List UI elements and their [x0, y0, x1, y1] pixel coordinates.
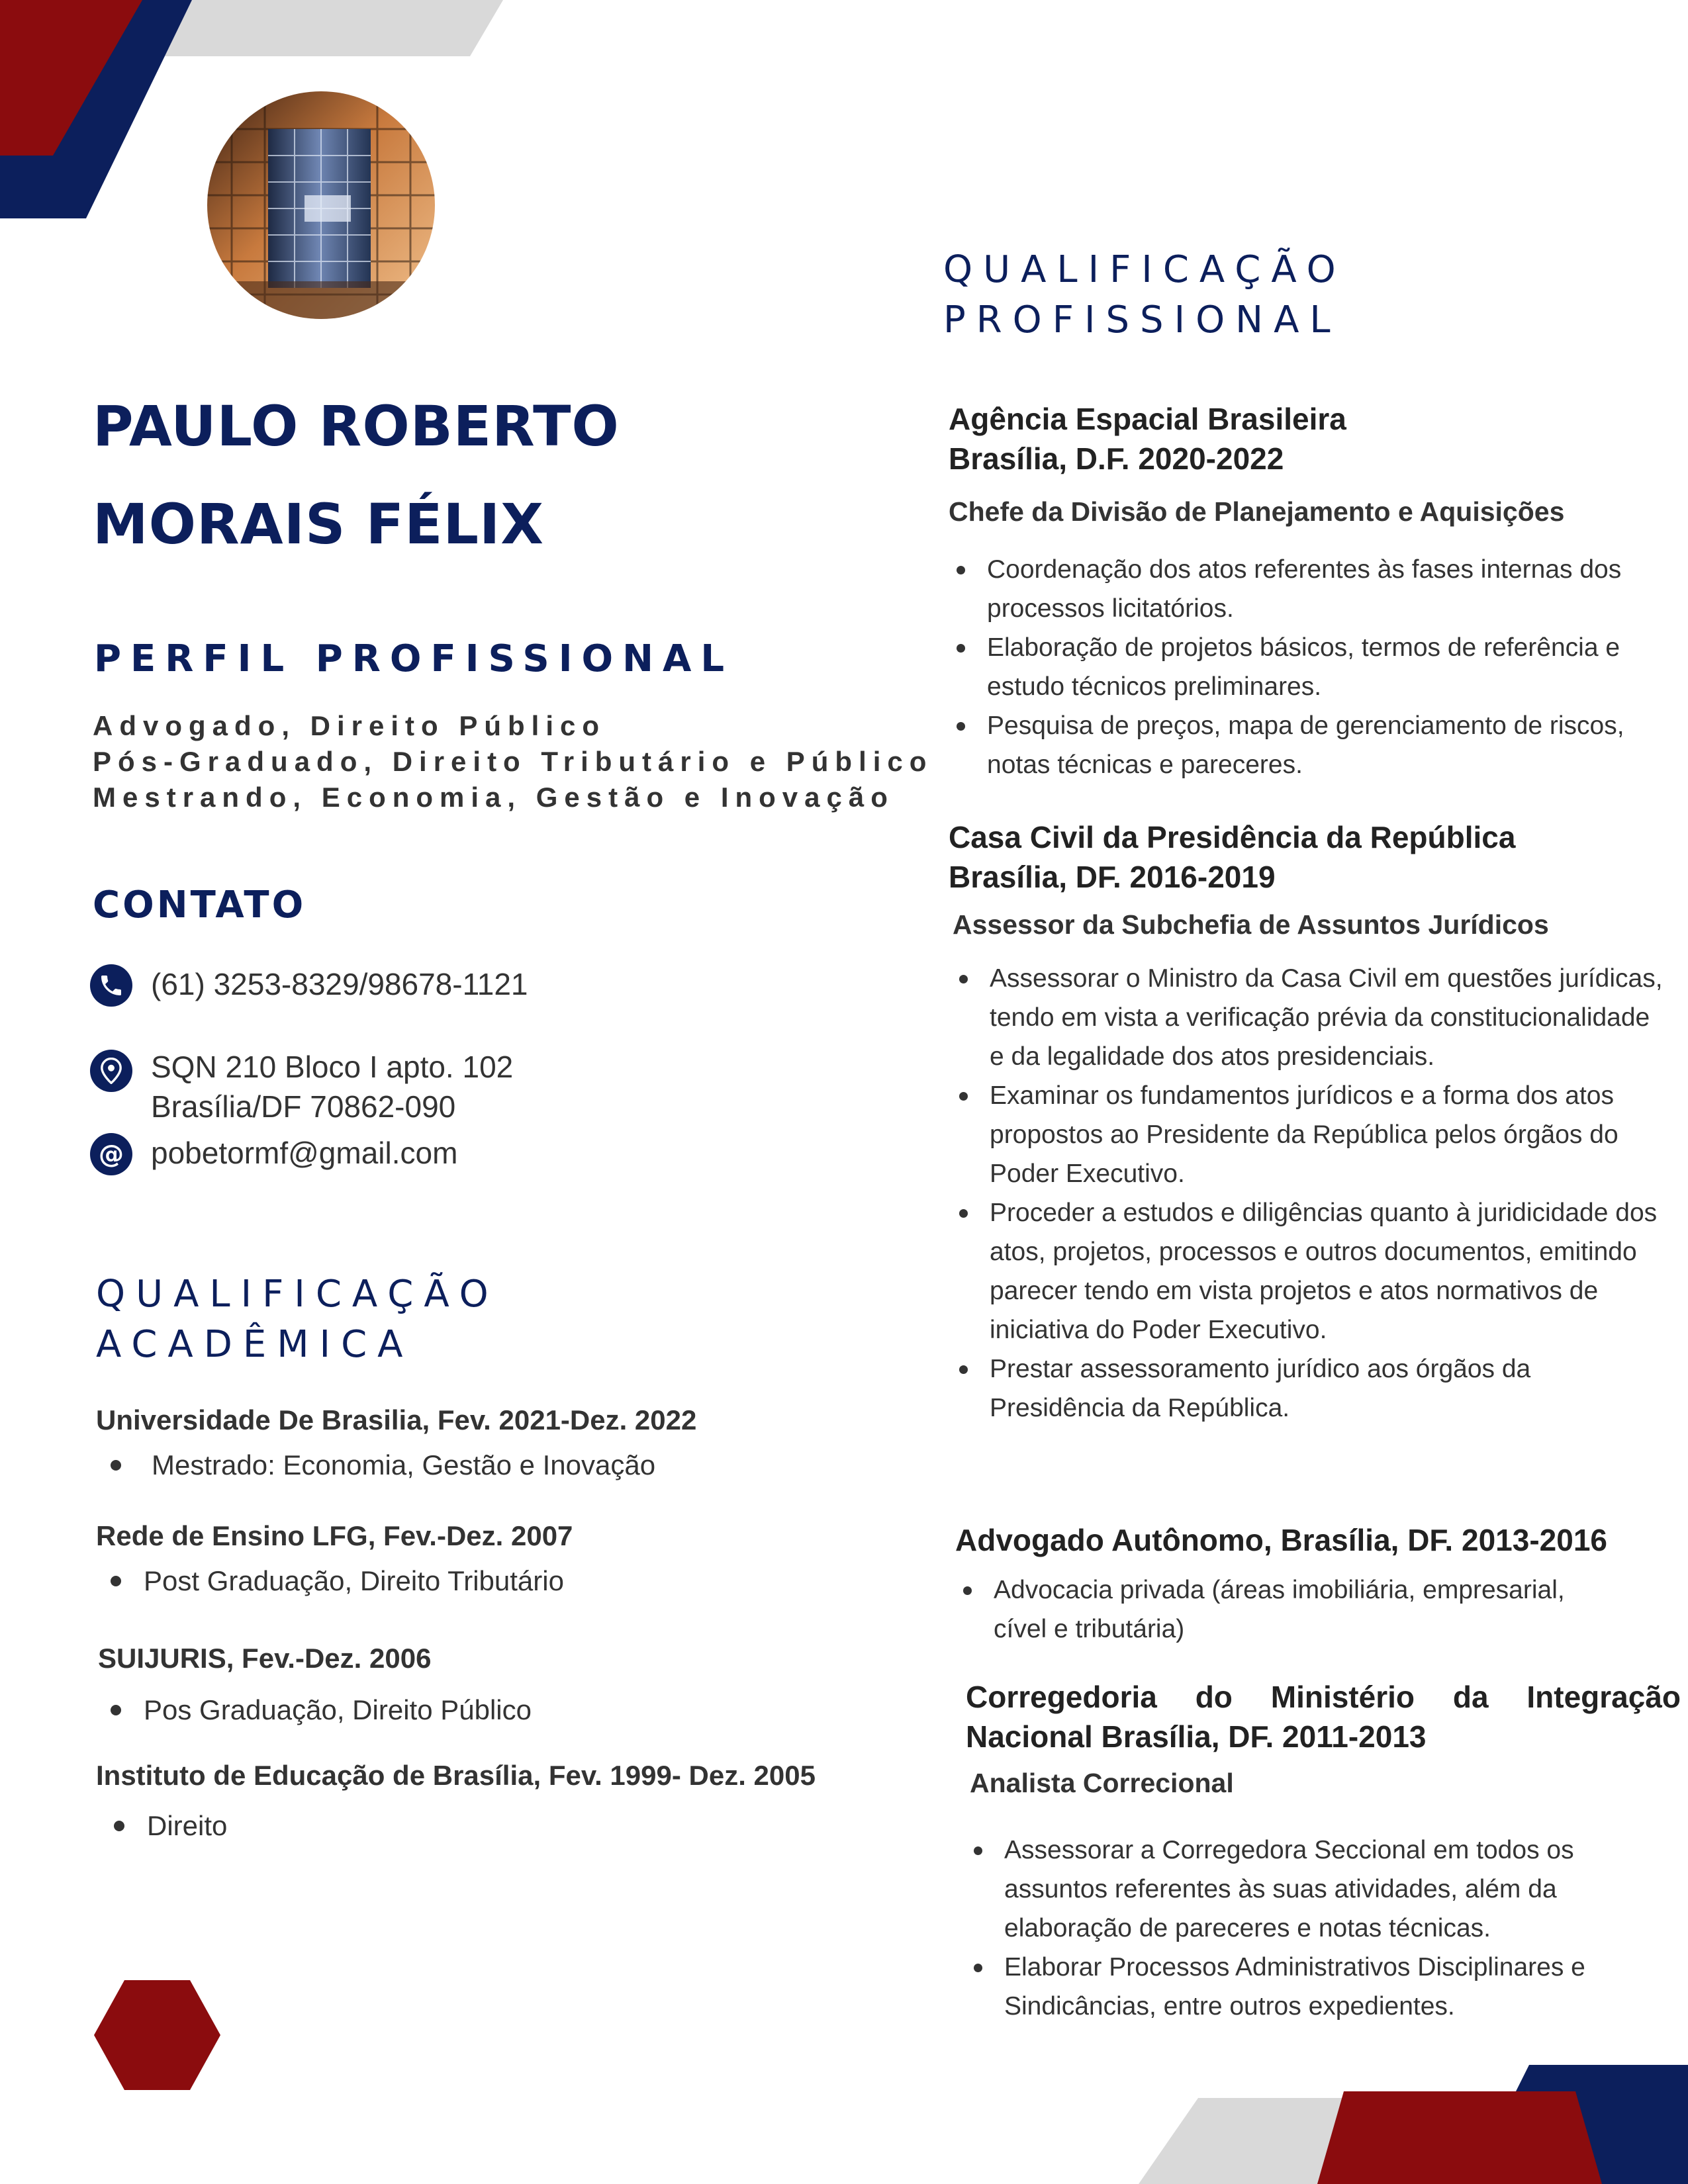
degree: Mestrado: Economia, Gestão e Inovação — [152, 1449, 656, 1480]
academic-title — [96, 1269, 499, 1370]
duty-item: Proceder a estudos e diligências quanto à juridicidade dos atos, projetos, processos e outros documentos, emitindo parecer tendo em vista projetos e atos normativos de iniciativa do Poder Executivo. — [951, 1193, 1670, 1349]
full-name — [93, 377, 887, 573]
job-entry — [966, 1677, 1681, 2026]
job-organization: Corregedoria do Ministério da Integração — [966, 1680, 1681, 1714]
institution: Instituto de Educação de Brasília, Fev. 1999- Dez. 2005 — [96, 1760, 816, 1791]
duty-item: Advocacia privada (áreas imobiliária, empresarial, cível e tributária) — [955, 1570, 1617, 1649]
job-organization: Advogado Autônomo, Brasília, DF. 2013-2016 — [955, 1523, 1607, 1557]
profile-line: Advogado, Direito Público — [93, 710, 606, 741]
name-line-2: MORAIS FÉLIX — [93, 492, 544, 557]
duty-item: Prestar assessoramento jurídico aos órgãos da Presidência da República. — [951, 1349, 1670, 1428]
academic-entry — [96, 1518, 573, 1600]
profile-lines — [93, 708, 933, 815]
degree-item — [114, 1807, 816, 1844]
institution: SUIJURIS, Fev.-Dez. 2006 — [98, 1643, 432, 1674]
duty-item: Assessorar o Ministro da Casa Civil em questões jurídicas, tendo em vista a verificação prévia da constitucionalidade e da legalidade dos atos presidenciais. — [951, 959, 1670, 1076]
phone-number[interactable]: (61) 3253-8329/98678-1121 — [151, 967, 528, 1001]
bullet — [111, 1460, 121, 1471]
job-organization: Agência Espacial Brasileira — [949, 402, 1346, 436]
academic-title-line-1: QUALIFICAÇÃO — [96, 1273, 499, 1316]
institution: Universidade De Brasilia, Fev. 2021-Dez. 2022 — [96, 1404, 697, 1435]
phone-icon — [90, 964, 132, 1007]
duty-item: Pesquisa de preços, mapa de gerenciamento de riscos, notas técnicas e pareceres. — [949, 706, 1670, 784]
academic-entry — [98, 1640, 532, 1729]
profile-line: Pós-Graduado, Direito Tributário e Público — [93, 746, 933, 777]
job-entry — [949, 817, 1670, 1428]
name-line-1: PAULO ROBERTO — [93, 394, 620, 459]
degree-item — [111, 1692, 532, 1729]
profile-title: PERFIL PROFISSIONAL — [94, 637, 734, 680]
job-location-period: Brasília, DF. 2016-2019 — [949, 860, 1276, 894]
degree-item — [111, 1563, 573, 1600]
bottom-right-decoration — [1125, 2065, 1688, 2184]
at-sign-icon: @ — [90, 1133, 132, 1175]
professional-title-line-2: PROFISSIONAL — [943, 298, 1341, 341]
contact-email-row — [90, 1133, 457, 1175]
degree: Post Graduação, Direito Tributário — [144, 1565, 564, 1596]
contact-title: CONTATO — [93, 884, 306, 927]
duty-item: Elaboração de projetos básicos, termos de referência e estudo técnicos preliminares. — [949, 628, 1670, 706]
profile-photo — [205, 89, 437, 321]
job-entry — [955, 1520, 1677, 1649]
bullet — [114, 1821, 124, 1831]
job-entry — [949, 399, 1670, 784]
professional-title-line-1: QUALIFICAÇÃO — [943, 248, 1346, 291]
duty-item: Assessorar a Corregedora Seccional em todos os assuntos referentes às suas atividades, além da elaboração de pareceres e notas técnicas. — [966, 1831, 1634, 1948]
academic-entry — [96, 1402, 696, 1484]
academic-title-line-2: ACADÊMICA — [96, 1323, 414, 1366]
address — [151, 1047, 513, 1126]
academic-entry — [96, 1757, 816, 1844]
bullet — [111, 1705, 121, 1715]
degree: Pos Graduação, Direito Público — [144, 1694, 532, 1725]
address-line-1: SQN 210 Bloco I apto. 102 — [151, 1050, 514, 1084]
degree: Direito — [147, 1810, 228, 1841]
institution: Rede de Ensino LFG, Fev.-Dez. 2007 — [96, 1520, 573, 1551]
job-organization: Casa Civil da Presidência da República — [949, 820, 1516, 854]
job-duties — [955, 1570, 1617, 1649]
contact-phone-row — [90, 964, 528, 1007]
bullet — [111, 1576, 121, 1586]
degree-item — [111, 1447, 696, 1484]
job-duties — [966, 1831, 1634, 2026]
job-role: Analista Correcional — [970, 1768, 1234, 1798]
job-location-period: Brasília, D.F. 2020-2022 — [949, 441, 1284, 476]
job-duties — [951, 959, 1670, 1428]
duty-item: Coordenação dos atos referentes às fases internas dos processos licitatórios. — [949, 550, 1670, 628]
professional-title — [943, 245, 1346, 345]
duty-item: Elaborar Processos Administrativos Disciplinares e Sindicâncias, entre outros expedientes. — [966, 1948, 1634, 2026]
location-pin-icon — [90, 1050, 132, 1092]
duty-item: Examinar os fundamentos jurídicos e a forma dos atos propostos ao Presidente da República pelos órgãos do Poder Executivo. — [951, 1076, 1670, 1193]
job-role: Assessor da Subchefia de Assuntos Jurídicos — [953, 909, 1549, 940]
address-line-2: Brasília/DF 70862-090 — [151, 1089, 456, 1124]
job-role: Chefe da Divisão de Planejamento e Aquisições — [949, 496, 1565, 527]
job-duties — [949, 550, 1670, 784]
contact-address-row — [90, 1047, 513, 1126]
hexagon-decoration — [93, 1979, 222, 2091]
email-address[interactable]: pobetormf@gmail.com — [151, 1136, 458, 1170]
profile-line: Mestrando, Economia, Gestão e Inovação — [93, 782, 894, 813]
job-location-period: Nacional Brasília, DF. 2011-2013 — [966, 1719, 1427, 1754]
